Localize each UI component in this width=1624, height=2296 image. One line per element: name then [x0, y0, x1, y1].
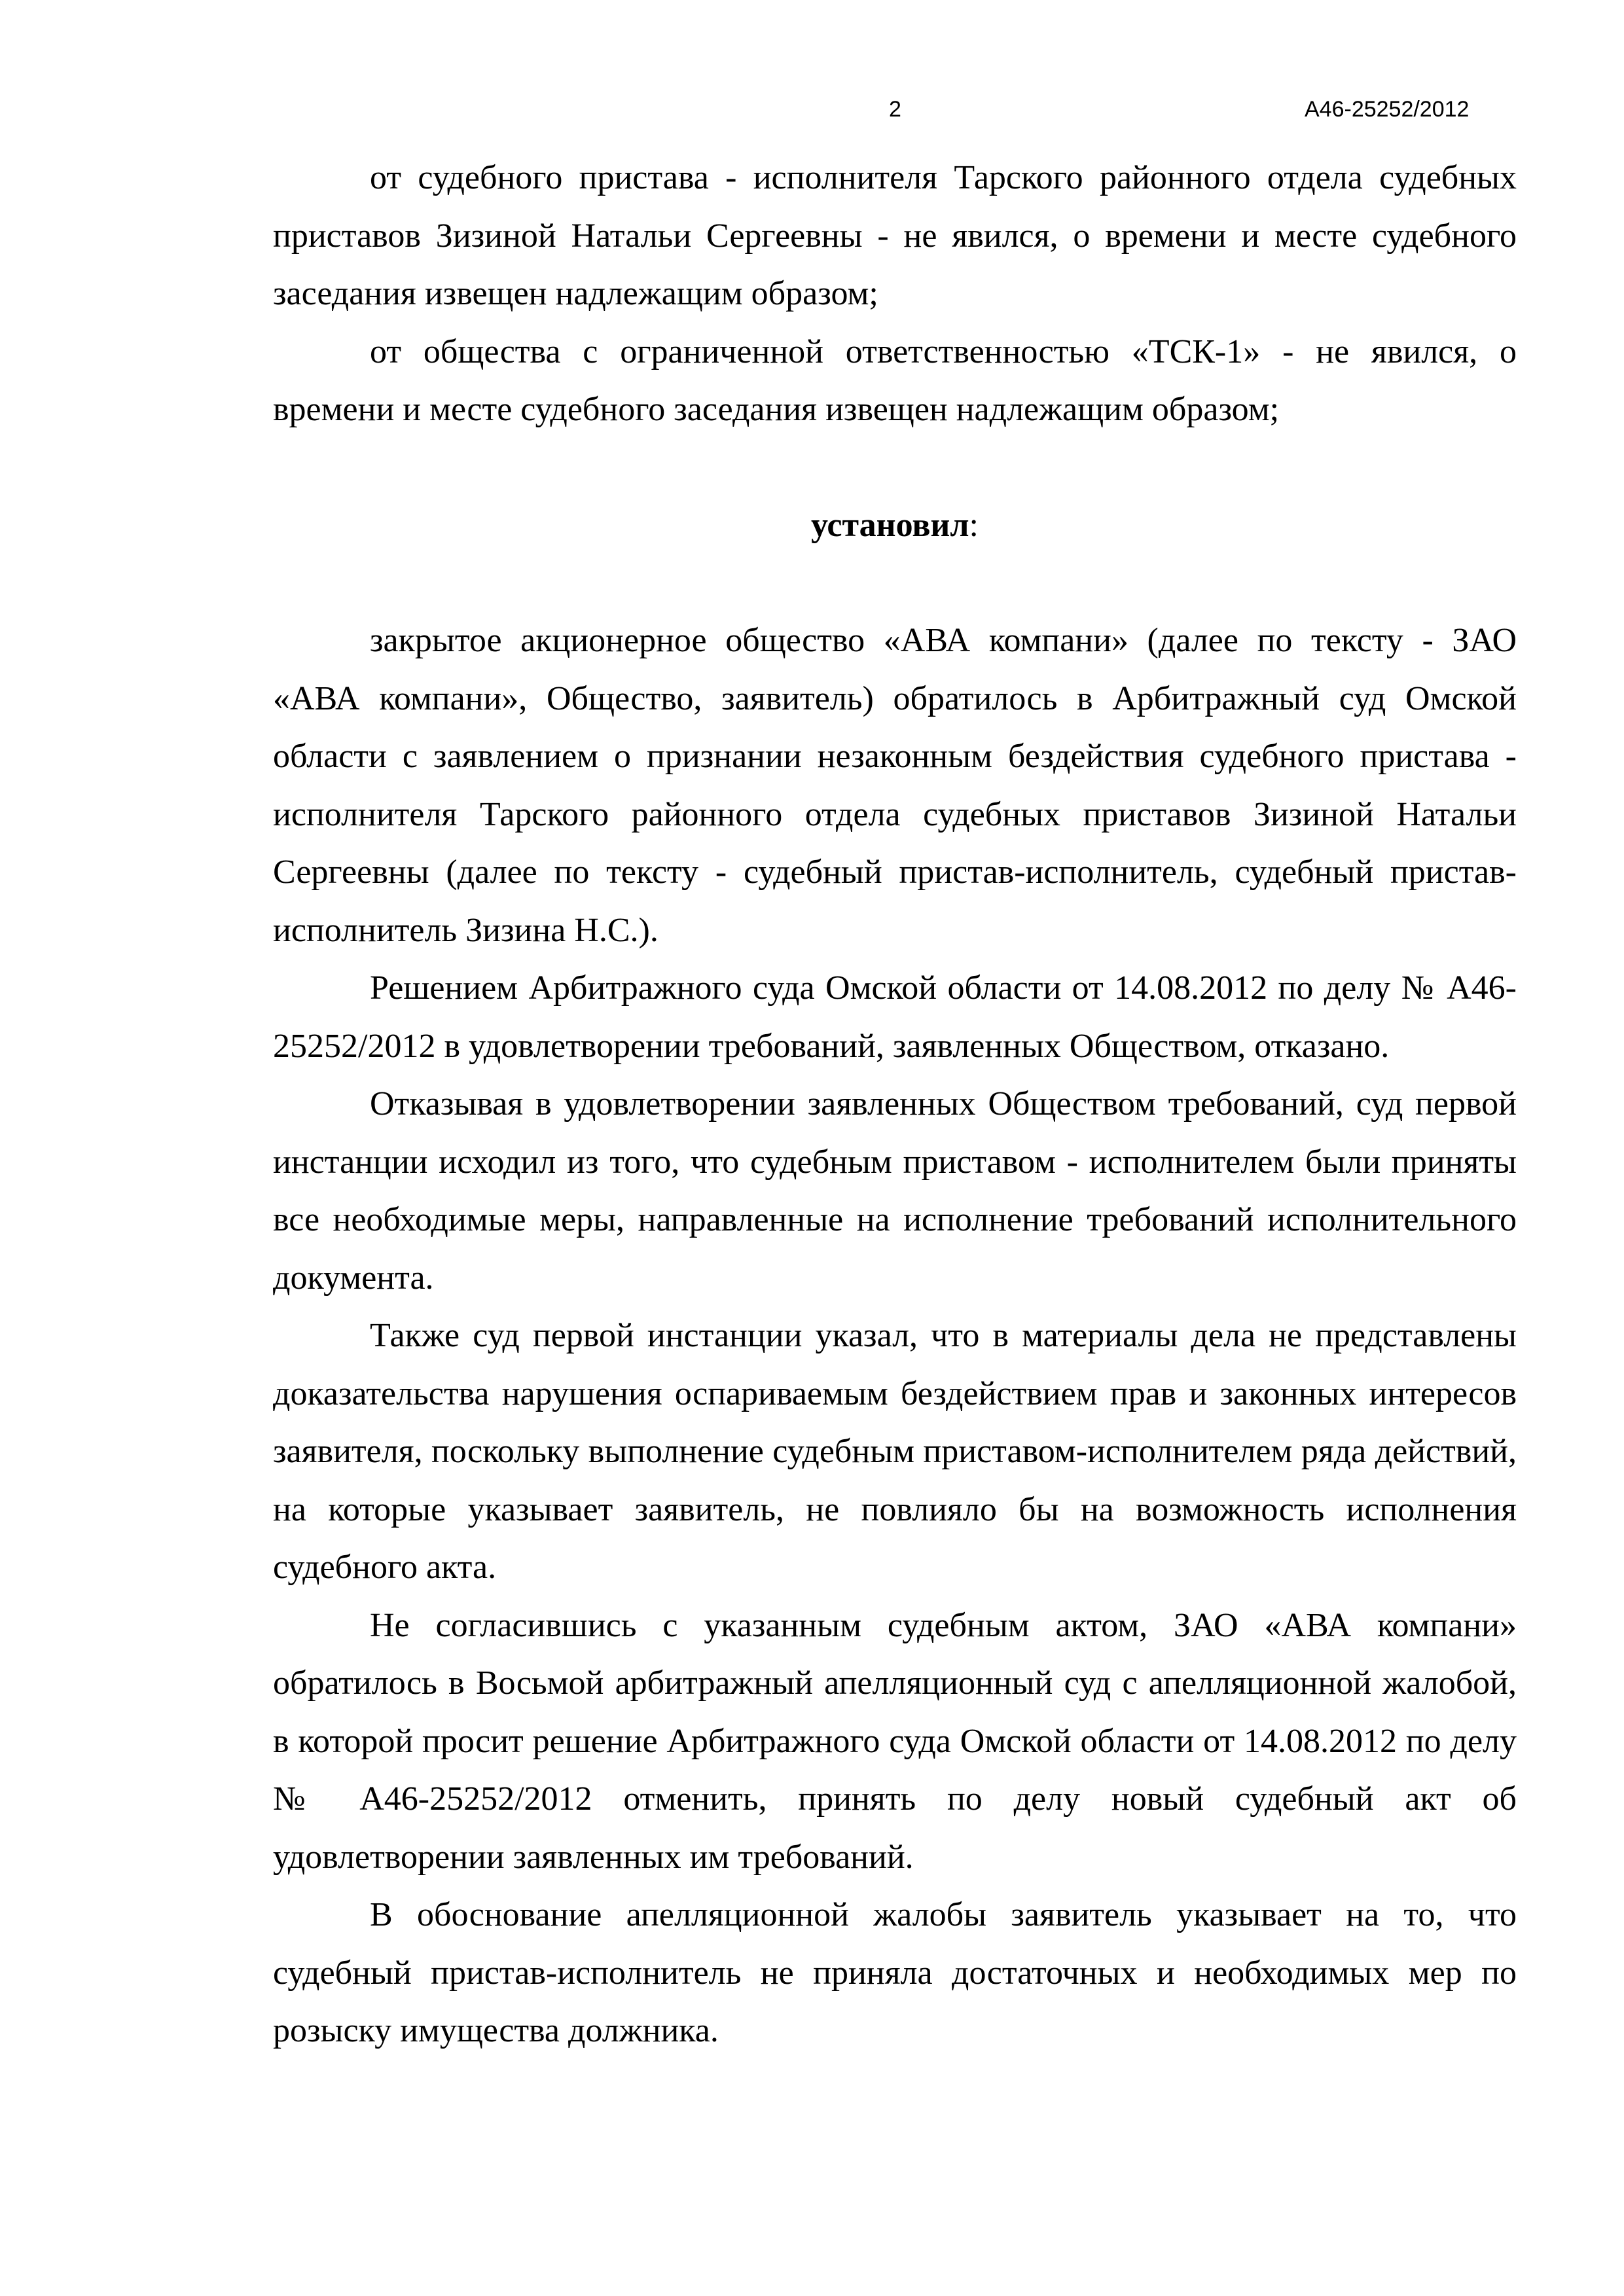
paragraph-decision: Решением Арбитражного суда Омской области от 14.08.2012 по делу № А46-25252/2012 в удовлетворении требований, заявленных Обществом, отказано. [273, 969, 1517, 1065]
document-body [273, 149, 1517, 2060]
section-heading [273, 439, 1517, 613]
case-number: А46-25252/2012 [1305, 97, 1470, 122]
paragraph-appeal: Не согласившись с указанным судебным актом, ЗАО «АВА компани» обратилось в Восьмой арбитражный апелляционный суд с апелляционной жалобой, в которой просит решение Арбитражного суда Омской области от 14.08.2012 по делу № А46-25252/2012 отменить, принять по делу новый судебный акт об удовлетворении заявленных им требований. [273, 1606, 1517, 1876]
paragraph-appeal-grounds: В обоснование апелляционной жалобы заявитель указывает на то, что судебный пристав-исполнитель не приняла достаточных и необходимых мер по розыску имущества должника. [273, 1896, 1517, 2049]
paragraph-no-evidence: Также суд первой инстанции указал, что в материалы дела не представлены доказательства нарушения оспариваемым бездействием прав и законных интересов заявителя, поскольку выполнение судебным приставом-исполнителем ряда действий, на которые указывает заявитель, не повлияло бы на возможность исполнения судебного акта. [273, 1317, 1517, 1586]
paragraph-bailiff-absent: от судебного пристава - исполнителя Тарского районного отдела судебных приставов Зизиной Натальи Сергеевны - не явился, о времени и месте судебного заседания извещен надлежащим образом; [273, 159, 1517, 312]
section-heading-colon: : [969, 506, 979, 544]
page-header [0, 97, 1624, 130]
page-number: 2 [889, 97, 901, 122]
paragraph-claim: закрытое акционерное общество «АВА компани» (далее по тексту - ЗАО «АВА компани», Общество, заявитель) обратилось в Арбитражный суд Омской области с заявлением о признании незаконным бездействия судебного пристава - исполнителя Тарского районного отдела судебных приставов Зизиной Натальи Сергеевны (далее по тексту - судебный пристав-исполнитель, судебный пристав-исполнитель Зизина Н.С.). [273, 622, 1517, 949]
section-heading-word: установил [811, 506, 969, 544]
paragraph-refusal-reason: Отказывая в удовлетворении заявленных Обществом требований, суд первой инстанции исходил из того, что судебным приставом - исполнителем были приняты все необходимые меры, направленные на исполнение требований исполнительного документа. [273, 1085, 1517, 1297]
paragraph-tsk1-absent: от общества с ограниченной ответственностью «ТСК-1» - не явился, о времени и месте судебного заседания извещен надлежащим образом; [273, 332, 1517, 428]
